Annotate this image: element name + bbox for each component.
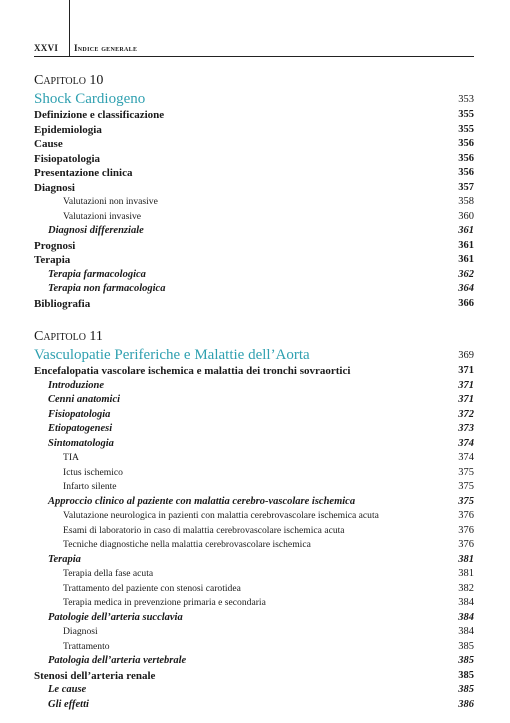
toc-entry[interactable]: [34, 437, 474, 452]
toc-entry-page: 384: [458, 597, 474, 608]
toc-entry-title: Gli effetti: [48, 698, 89, 710]
toc-entry-title: Ictus ischemico: [63, 466, 123, 478]
toc-entry-page: 385: [458, 640, 474, 652]
toc-entry[interactable]: [34, 297, 474, 312]
toc-entry-page: 357: [458, 181, 474, 193]
toc-entry[interactable]: [34, 181, 474, 196]
chapter-page-number: 353: [458, 94, 474, 105]
toc-entry[interactable]: [34, 408, 474, 423]
toc-entry-page: 374: [458, 437, 474, 449]
toc-entry[interactable]: [34, 625, 474, 640]
toc-entry-title: Trattamento: [63, 640, 110, 652]
toc-entry[interactable]: [34, 152, 474, 167]
toc-entry-title: Encefalopatia vascolare ischemica e malattia dei tronchi sovraortici: [34, 365, 351, 377]
toc-entry-title: Terapia della fase acuta: [63, 568, 154, 579]
chapter-title: Shock Cardiogeno: [34, 91, 146, 107]
toc-entry[interactable]: [34, 654, 474, 669]
toc-entry-page: 376: [458, 510, 474, 521]
toc-entry-title: Le cause: [48, 684, 87, 695]
toc-entry[interactable]: [34, 253, 474, 268]
chapter-page-number: 369: [458, 350, 474, 361]
toc-entry-title: Definizione e classificazione: [34, 109, 165, 121]
toc-entry-title: Fisiopatologia: [48, 408, 111, 420]
toc-entry-title: Diagnosi differenziale: [48, 225, 144, 236]
toc-entry[interactable]: [34, 509, 474, 524]
toc-entry-title: Diagnosi: [63, 626, 98, 637]
toc-entry-title: Valutazione neurologica in pazienti con malattia cerebrovascolare ischemica acuta: [63, 510, 379, 521]
toc-entry-page: 371: [458, 394, 474, 405]
toc-entry-page: 356: [458, 138, 474, 149]
toc-entry[interactable]: [34, 451, 474, 466]
toc-entry-page: 381: [458, 553, 474, 565]
toc-entry[interactable]: [34, 108, 474, 123]
toc-entry-page: 385: [458, 655, 474, 666]
page-number: XXVI: [34, 43, 59, 53]
toc-entry[interactable]: [34, 422, 474, 437]
toc-entry-page: 355: [458, 109, 474, 120]
chapter-gap: [34, 311, 474, 328]
toc-entry-title: Terapia farmacologica: [48, 268, 146, 280]
toc-entry-page: 375: [458, 481, 474, 492]
toc-entry-page: 360: [458, 210, 474, 222]
toc-entry-page: 366: [458, 297, 474, 309]
toc-entry-title: Valutazioni invasive: [63, 210, 142, 222]
toc-entry[interactable]: [34, 553, 474, 568]
toc-entry[interactable]: [34, 210, 474, 225]
toc-entry-page: 371: [458, 379, 474, 391]
toc-entry-page: 385: [458, 669, 474, 681]
section-title: Indice generale: [74, 43, 138, 53]
running-header: [34, 43, 474, 55]
toc-entry-title: Trattamento del paziente con stenosi carotidea: [63, 582, 241, 594]
toc-entry[interactable]: [34, 379, 474, 394]
toc-entry-title: Valutazioni non invasive: [63, 196, 158, 207]
toc-entry-page: 361: [458, 239, 474, 251]
toc-entry-page: 375: [458, 495, 474, 507]
toc-entry-page: 385: [458, 684, 474, 695]
toc-entry-page: 381: [458, 568, 474, 579]
toc-entry[interactable]: [34, 567, 474, 582]
chapter-title-row[interactable]: [34, 346, 474, 364]
toc-entry-title: Terapia: [34, 254, 71, 266]
toc-entry[interactable]: [34, 698, 474, 713]
toc-entry[interactable]: [34, 683, 474, 698]
toc-entry-title: Bibliografia: [34, 297, 91, 310]
toc-entry-title: Sintomatologia: [48, 437, 114, 449]
toc-entry[interactable]: [34, 538, 474, 553]
toc-entry-title: Approccio clinico al paziente con malattia cerebro-vascolare ischemica: [48, 495, 356, 507]
toc-entry-page: 361: [458, 254, 474, 265]
chapter-title: Vasculopatie Periferiche e Malattie dell’Aorta: [34, 347, 310, 363]
toc-entry-title: Prognosi: [34, 239, 76, 252]
toc-entry-page: 386: [458, 698, 474, 710]
chapter-title-row[interactable]: [34, 90, 474, 108]
toc-entry[interactable]: [34, 239, 474, 254]
toc-entry-page: 364: [458, 283, 474, 294]
toc-entry[interactable]: [34, 268, 474, 283]
toc-entry-title: Stenosi dell’arteria renale: [34, 669, 156, 682]
toc-entry[interactable]: [34, 480, 474, 495]
toc-entry-title: Presentazione clinica: [34, 167, 133, 179]
toc-entry[interactable]: [34, 582, 474, 597]
toc-entry[interactable]: [34, 524, 474, 539]
toc-entry-title: Terapia: [48, 553, 81, 565]
header-rule: [34, 56, 474, 57]
toc-entry[interactable]: [34, 137, 474, 152]
toc-entry-title: Epidemiologia: [34, 123, 102, 136]
toc-entry-title: Diagnosi: [34, 181, 75, 194]
toc-entry[interactable]: [34, 669, 474, 684]
toc-entry-title: Tecniche diagnostiche nella malattia cerebrovascolare ischemica: [63, 539, 311, 550]
toc-entry-page: 376: [458, 524, 474, 536]
toc-entry-title: Cause: [34, 138, 63, 150]
toc-entry-page: 361: [458, 225, 474, 236]
toc-entry[interactable]: [34, 364, 474, 379]
toc-entry-title: Terapia non farmacologica: [48, 283, 166, 294]
toc-entry-page: 373: [458, 423, 474, 434]
toc-entry[interactable]: [34, 611, 474, 626]
toc-entry-page: 356: [458, 167, 474, 178]
toc-entry-page: 362: [458, 268, 474, 280]
toc-entry-page: 374: [458, 452, 474, 463]
toc-entry[interactable]: [34, 466, 474, 481]
toc-entry-page: 358: [458, 196, 474, 207]
toc-entry-title: Patologie dell’arteria succlavia: [48, 611, 183, 623]
toc-entry[interactable]: [34, 166, 474, 181]
toc-entry-page: 372: [458, 408, 474, 420]
toc-entry-page: 355: [458, 123, 474, 135]
toc-entry[interactable]: [34, 123, 474, 138]
toc-entry-page: 356: [458, 152, 474, 164]
toc-entry[interactable]: [34, 282, 474, 297]
toc-entry[interactable]: [34, 495, 474, 510]
toc-entry-title: Infarto silente: [63, 481, 117, 492]
toc-entry[interactable]: [34, 596, 474, 611]
toc-entry-title: Terapia medica in prevenzione primaria e secondaria: [63, 597, 266, 608]
table-of-contents: [34, 72, 474, 712]
toc-entry-page: 375: [458, 466, 474, 478]
toc-entry-title: Cenni anatomici: [48, 394, 121, 405]
toc-entry[interactable]: [34, 393, 474, 408]
toc-entry[interactable]: [34, 195, 474, 210]
toc-entry-page: 382: [458, 582, 474, 594]
toc-entry-title: Etiopatogenesi: [48, 423, 113, 434]
chapter-label: Capitolo 10: [34, 73, 104, 88]
toc-entry-page: 384: [458, 611, 474, 623]
toc-entry-title: TIA: [63, 452, 79, 463]
toc-entry-page: 384: [458, 626, 474, 637]
toc-entry-page: 371: [458, 365, 474, 376]
toc-entry-page: 376: [458, 539, 474, 550]
toc-entry-title: Esami di laboratorio in caso di malattia cerebrovascolare ischemica acuta: [63, 524, 345, 536]
toc-entry[interactable]: [34, 640, 474, 655]
toc-entry[interactable]: [34, 224, 474, 239]
toc-entry-title: Introduzione: [48, 379, 105, 391]
toc-entry-title: Patologia dell’arteria vertebrale: [48, 655, 187, 666]
chapter-label: Capitolo 11: [34, 329, 103, 344]
toc-entry-title: Fisiopatologia: [34, 152, 101, 165]
